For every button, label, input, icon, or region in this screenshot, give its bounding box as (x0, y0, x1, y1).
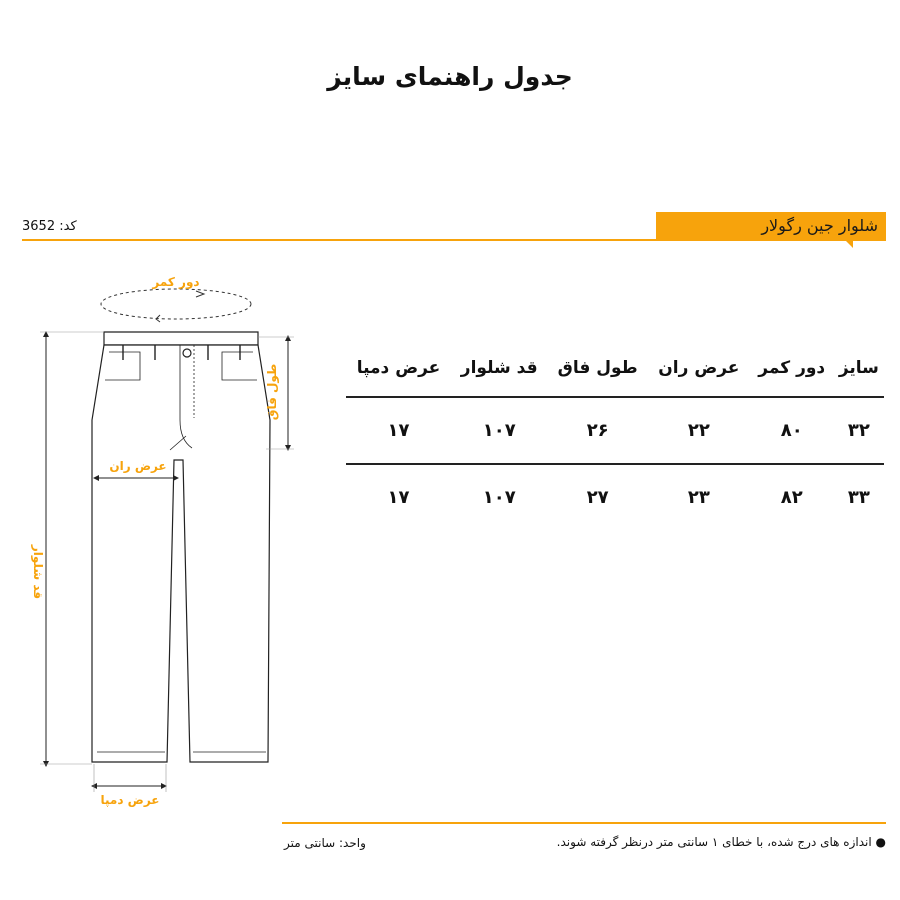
table-cell: ۲۲ (648, 397, 750, 464)
rise-label: طول فاق (265, 363, 279, 421)
table-cell: ۳۳ (847, 487, 870, 508)
footnote (557, 835, 886, 849)
table-row (346, 397, 884, 464)
footer-divider (282, 822, 886, 824)
header-length: قد شلوار (451, 340, 547, 397)
table-cell: ۲۶ (547, 397, 648, 464)
table-header-row (346, 340, 884, 397)
table-cell: ۸۰ (750, 397, 834, 464)
table-cell: ۱۰۷ (482, 487, 516, 508)
size-table (346, 340, 884, 530)
waist-label: دور کمر (152, 275, 200, 289)
footnote-text: اندازه های درج شده، با خطای ۱ سانتی متر درنظر گرفته شوند. (556, 835, 872, 849)
waist-arrow (196, 291, 204, 297)
header-waist: دور کمر (750, 340, 834, 397)
waist-ellipse (101, 289, 251, 319)
table-cell: ۲۳ (687, 487, 710, 508)
length-label: قد شلوار (31, 544, 45, 600)
product-code (22, 219, 77, 234)
bullet-icon: ● (875, 835, 886, 849)
unit-label: واحد: (339, 836, 366, 850)
pants-outline (92, 332, 270, 762)
header-rise: طول فاق (547, 340, 648, 397)
table-cell: ۳۲ (834, 397, 884, 464)
thigh-label: عرض ران (109, 459, 167, 473)
table-cell: ۱۷ (387, 487, 410, 508)
product-code-value: 3652 (22, 219, 56, 234)
unit-line (284, 836, 366, 850)
header-thigh: عرض ران (648, 340, 750, 397)
product-name-tag: شلوار جین رگولار (656, 212, 886, 240)
table-cell: ۲۷ (586, 487, 609, 508)
hem-label: عرض دمپا (100, 793, 160, 807)
product-code-label: کد: (59, 219, 77, 234)
header-size: سایز (834, 340, 884, 397)
product-tag-notch (845, 240, 853, 248)
table-row (346, 464, 884, 530)
table-cell: ۱۰۷ (451, 397, 547, 464)
pants-diagram (0, 260, 320, 820)
unit-value: سانتی متر (284, 836, 336, 850)
table-cell: ۸۲ (780, 487, 803, 508)
table-cell: ۱۷ (346, 397, 451, 464)
header-hem: عرض دمپا (346, 340, 451, 397)
page-title: جدول راهنمای سایز (327, 62, 573, 91)
